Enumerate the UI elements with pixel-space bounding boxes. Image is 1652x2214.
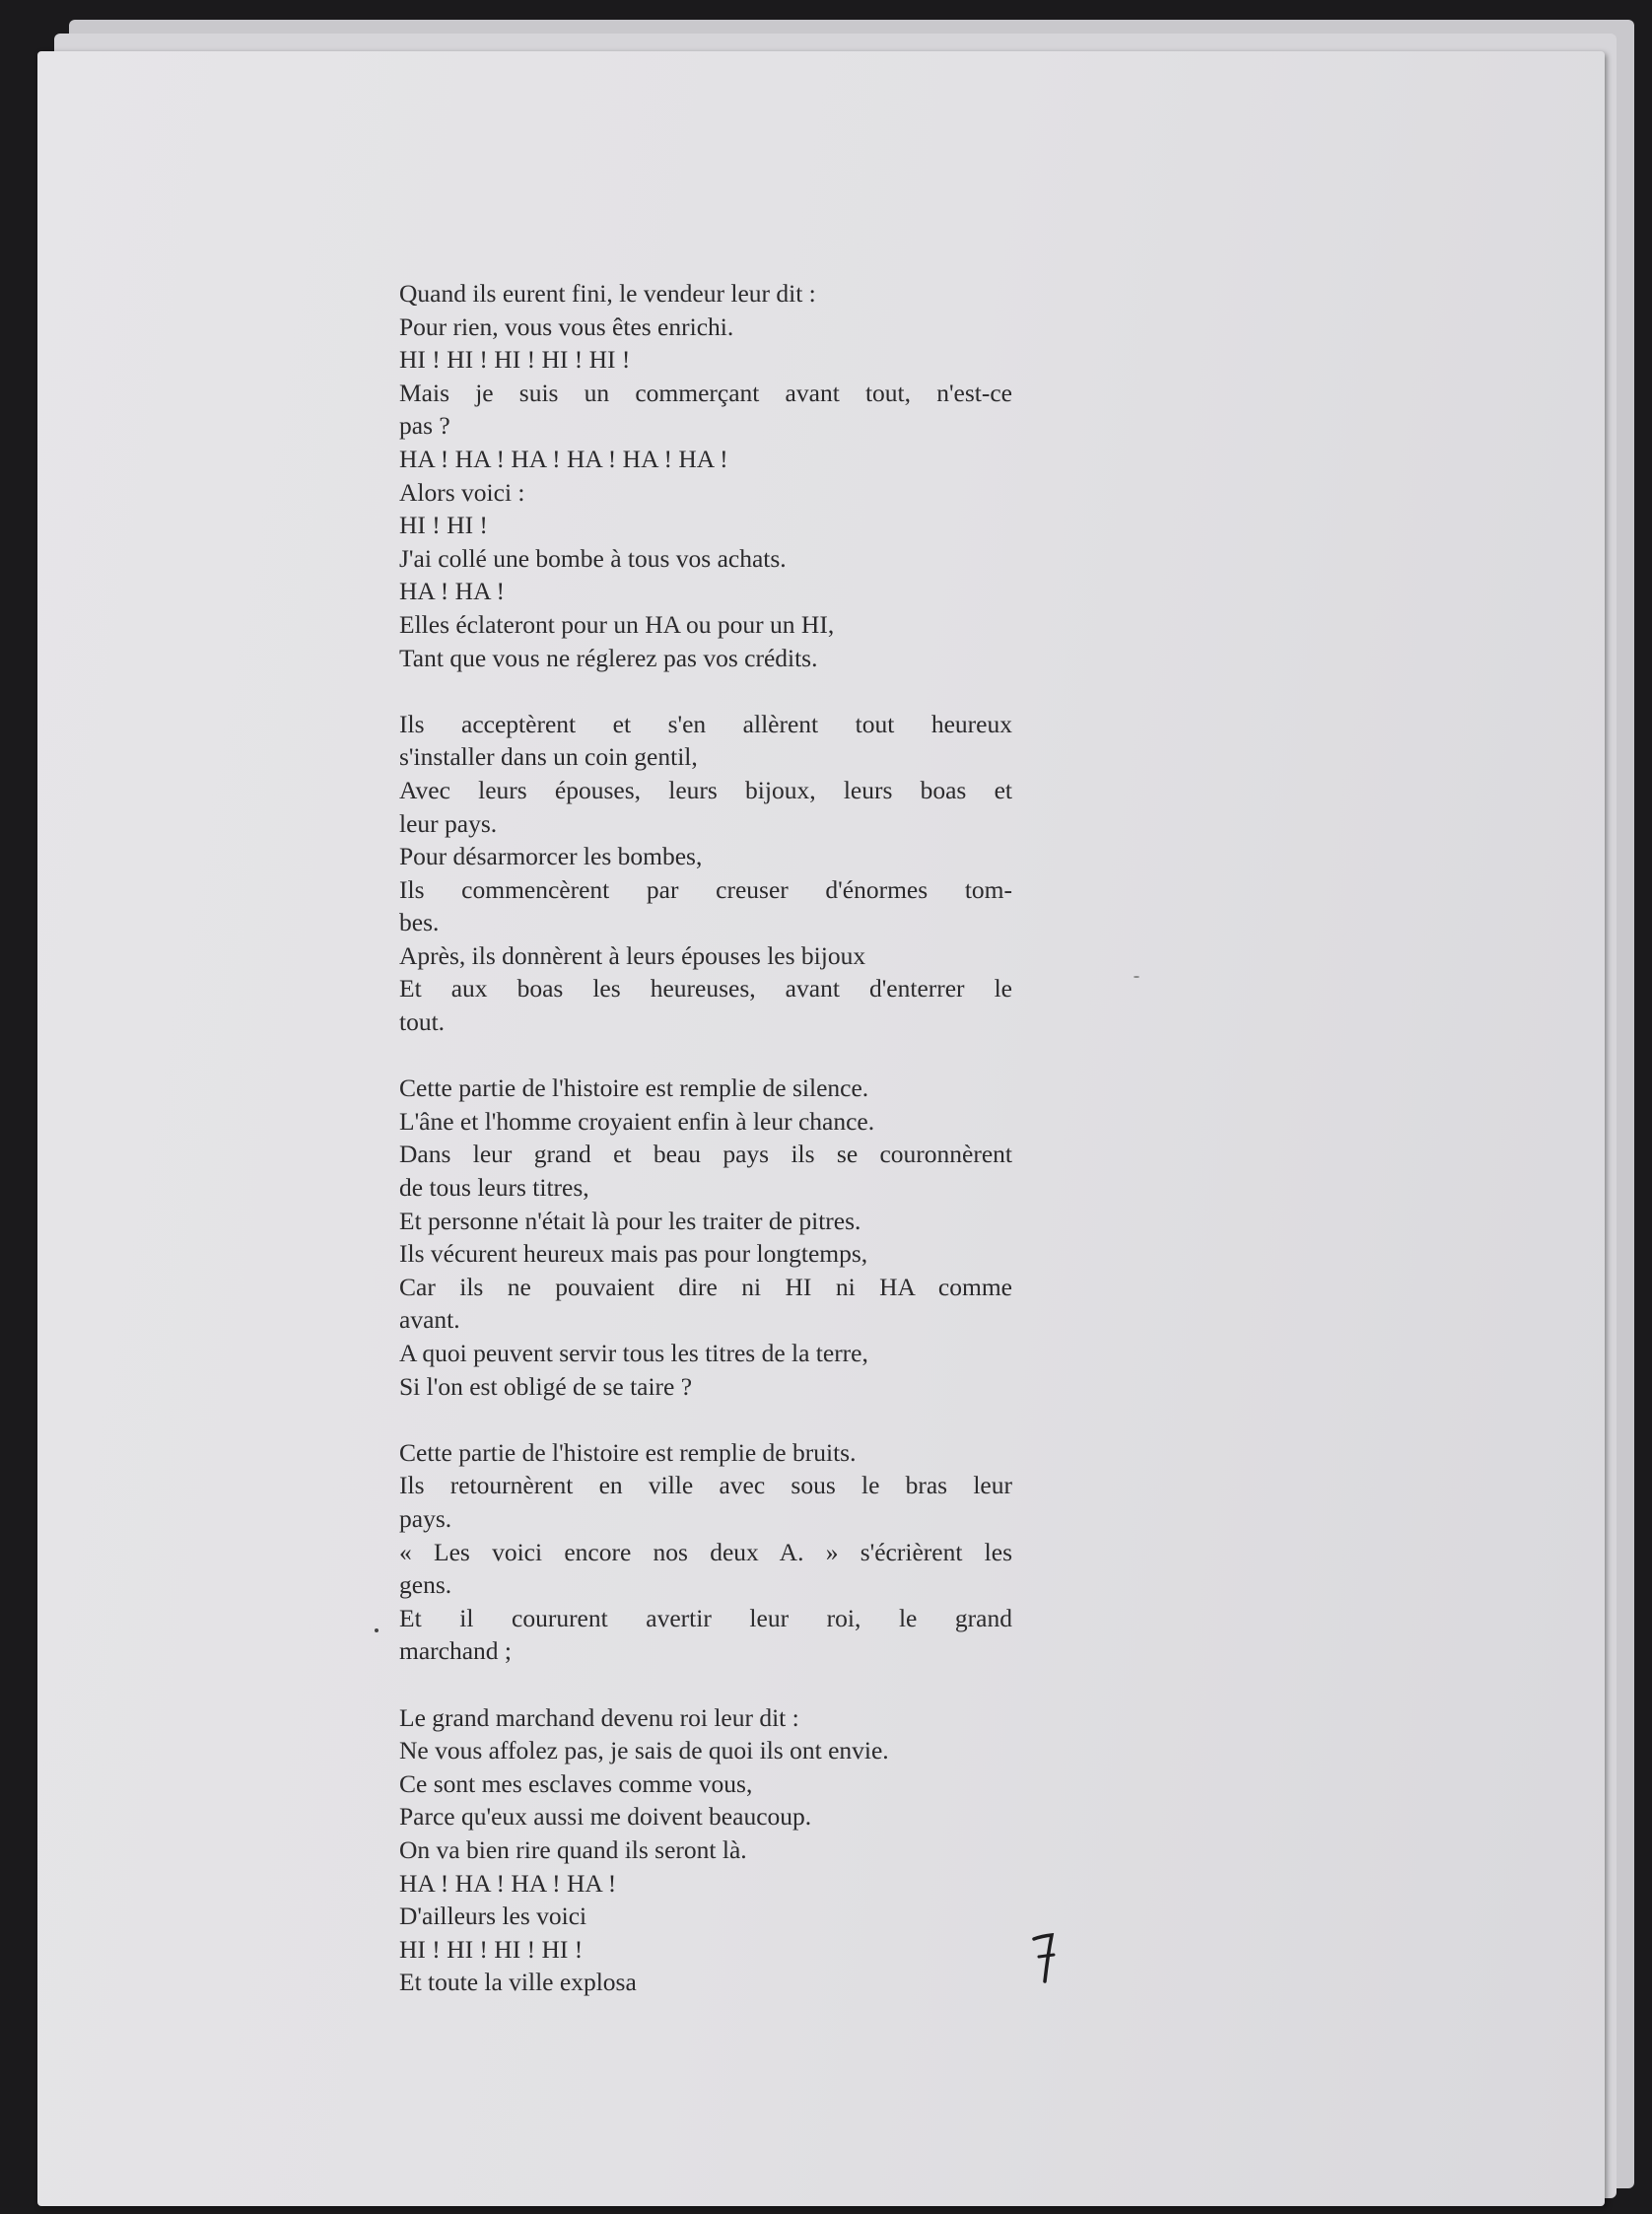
line: Et il coururent avertir leur roi, le grand [399, 1603, 1012, 1632]
line: Alors voici : [399, 477, 525, 507]
line: HI ! HI ! [399, 511, 488, 540]
stanza-2 [399, 708, 1012, 1039]
line: Quand ils eurent fini, le vendeur leur dit : [399, 279, 816, 308]
stanza-1 [399, 277, 1012, 674]
line: marchand ; [399, 1636, 512, 1666]
stanza-3 [399, 1072, 1012, 1403]
line: Et personne n'était là pour les traiter de pitres. [399, 1206, 861, 1235]
line: bes. [399, 908, 440, 937]
stanza-5 [399, 1701, 1012, 1999]
line: HA ! HA ! HA ! HA ! [399, 1868, 617, 1898]
line: Avec leurs épouses, leurs bijoux, leurs boas et [399, 775, 1012, 804]
line: de tous leurs titres, [399, 1173, 589, 1203]
line: Le grand marchand devenu roi leur dit : [399, 1702, 799, 1732]
line: Pour rien, vous vous êtes enrichi. [399, 311, 734, 341]
line: « Les voici encore nos deux A. » s'écrièrent les [399, 1537, 1012, 1566]
handwritten-page-number [1030, 1927, 1060, 1986]
line: Ils acceptèrent et s'en allèrent tout heureux [399, 709, 1012, 738]
line: L'âne et l'homme croyaient enfin à leur chance. [399, 1106, 875, 1136]
poem-text [399, 277, 1012, 2032]
line: Dans leur grand et beau pays ils se couronnèrent [399, 1140, 1012, 1169]
paper-speck [1134, 976, 1139, 978]
line: Cette partie de l'histoire est remplie de bruits. [399, 1437, 857, 1467]
line: HI ! HI ! HI ! HI ! HI ! [399, 345, 631, 375]
line: HA ! HA ! [399, 577, 505, 606]
line: HA ! HA ! HA ! HA ! HA ! HA ! [399, 444, 728, 473]
line: Pour désarmorcer les bombes, [399, 842, 703, 871]
line: J'ai collé une bombe à tous vos achats. [399, 543, 787, 573]
line: Mais je suis un commerçant avant tout, n'est-ce [399, 378, 1012, 407]
line: Elles éclateront pour un HA ou pour un HI, [399, 609, 835, 639]
line: pays. [399, 1503, 452, 1533]
line: s'installer dans un coin gentil, [399, 742, 698, 772]
line: gens. [399, 1570, 452, 1600]
line: Et toute la ville explosa [399, 1968, 637, 1997]
line: Car ils ne pouvaient dire ni HI ni HA comme [399, 1272, 1012, 1301]
line: Parce qu'eux aussi me doivent beaucoup. [399, 1802, 812, 1832]
stanza-4 [399, 1436, 1012, 1668]
line: Cette partie de l'histoire est remplie de silence. [399, 1073, 869, 1103]
line: Ils retournèrent en ville avec sous le bras leur [399, 1471, 1012, 1500]
line: HI ! HI ! HI ! HI ! [399, 1934, 584, 1964]
line: A quoi peuvent servir tous les titres de la terre, [399, 1339, 868, 1367]
line: Ils commencèrent par creuser d'énormes tom- [399, 874, 1012, 904]
line: Et aux boas les heureuses, avant d'enterrer le [399, 974, 1012, 1003]
line: tout. [399, 1007, 446, 1037]
line: avant. [399, 1305, 460, 1335]
line: Ne vous affolez pas, je sais de quoi ils ont envie. [399, 1736, 889, 1765]
line: leur pays. [399, 808, 498, 838]
paper-speck [375, 1628, 379, 1632]
line: Ils vécurent heureux mais pas pour longtemps, [399, 1239, 868, 1269]
line: On va bien rire quand ils seront là. [399, 1834, 747, 1864]
line: Tant que vous ne réglerez pas vos crédits. [399, 643, 818, 672]
line: D'ailleurs les voici [399, 1902, 587, 1931]
line: Après, ils donnèrent à leurs épouses les bijoux [399, 940, 866, 970]
line: pas ? [399, 411, 450, 441]
line: Ce sont mes esclaves comme vous, [399, 1768, 753, 1798]
line: Si l'on est obligé de se taire ? [399, 1371, 693, 1401]
